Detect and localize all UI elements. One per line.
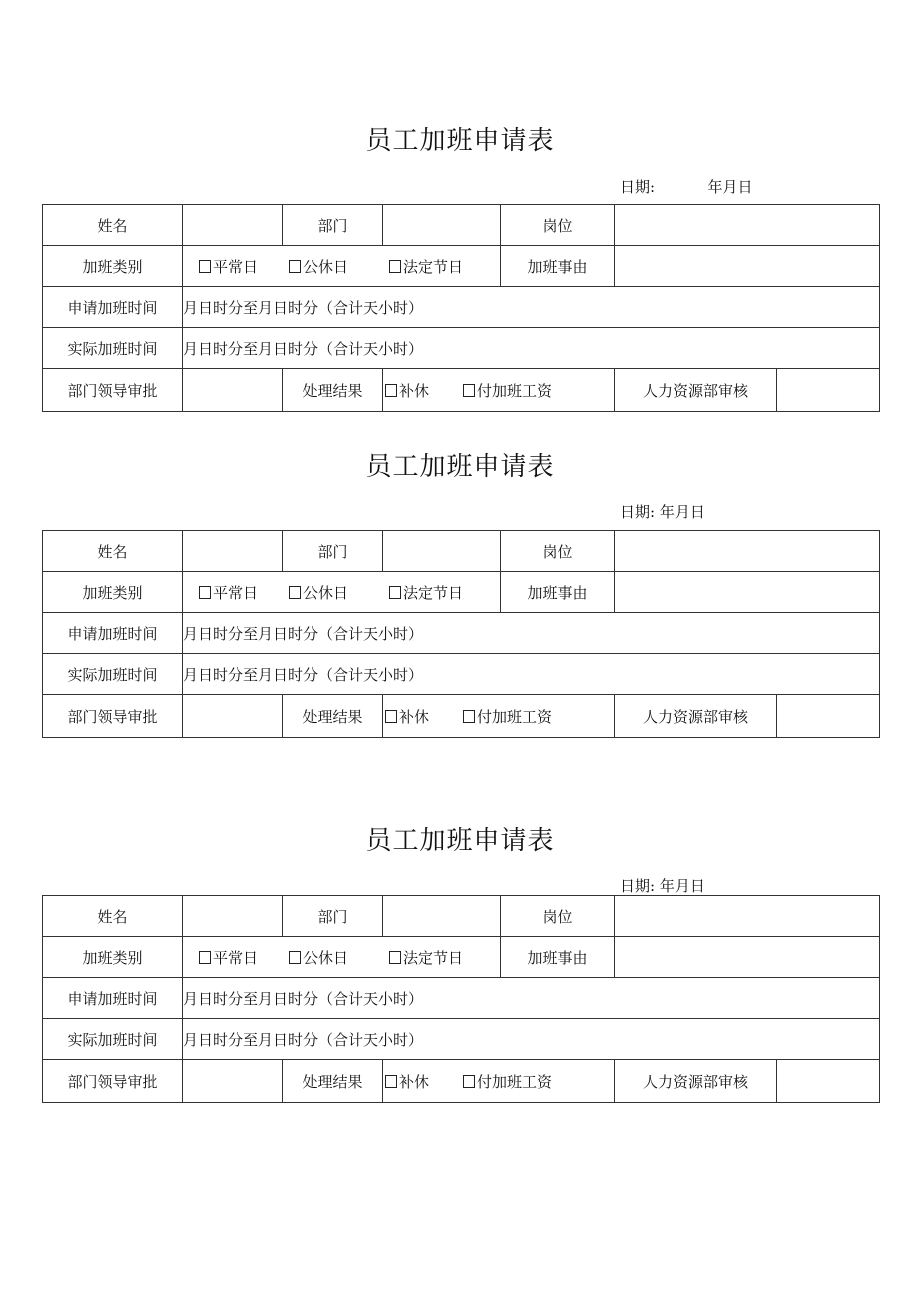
requested-time-field[interactable]: 月日时分至月日时分（合计天小时） [183,613,880,654]
dept-approval-label: 部门领导审批 [43,369,183,412]
checkbox-icon[interactable] [463,710,475,723]
restday-option-label: 公休日 [303,583,349,602]
weekday-option[interactable] [199,947,289,968]
pay-option-label: 付加班工资 [477,381,553,400]
actual-time-field[interactable]: 月日时分至月日时分（合计天小时） [183,1019,880,1060]
table-row [43,531,880,572]
holiday-option-label: 法定节日 [403,583,464,602]
restday-option[interactable] [289,256,389,277]
dept-approval-label: 部门领导审批 [43,695,183,738]
table-row [43,896,880,937]
position-label: 岗位 [501,531,615,572]
requested-time-label: 申请加班时间 [43,287,183,328]
overtime-table [42,530,880,738]
position-field[interactable] [615,896,880,937]
overtime-reason-label: 加班事由 [501,937,615,978]
overtime-reason-field[interactable] [615,937,880,978]
position-label: 岗位 [501,896,615,937]
checkbox-icon[interactable] [389,586,401,599]
checkbox-icon[interactable] [385,1075,397,1088]
position-field[interactable] [615,531,880,572]
holiday-option-label: 法定节日 [403,257,464,276]
result-options [383,1060,615,1103]
actual-time-field[interactable]: 月日时分至月日时分（合计天小时） [183,654,880,695]
checkbox-icon[interactable] [199,586,211,599]
actual-time-label: 实际加班时间 [43,654,183,695]
table-row [43,1019,880,1060]
checkbox-icon[interactable] [289,586,301,599]
name-field[interactable] [183,205,283,246]
overtime-type-options [183,937,501,978]
name-field[interactable] [183,896,283,937]
pay-option[interactable] [463,706,552,727]
restday-option[interactable] [289,582,389,603]
result-options [383,369,615,412]
weekday-option[interactable] [199,582,289,603]
date-line [620,501,705,522]
overtime-reason-field[interactable] [615,246,880,287]
checkbox-icon[interactable] [463,1075,475,1088]
checkbox-icon[interactable] [463,384,475,397]
dept-approval-field[interactable] [183,369,283,412]
checkbox-icon[interactable] [199,260,211,273]
pay-option[interactable] [463,380,552,401]
table-row [43,654,880,695]
result-label: 处理结果 [283,695,383,738]
requested-time-field[interactable]: 月日时分至月日时分（合计天小时） [183,978,880,1019]
comp-leave-option-label: 补休 [399,381,430,400]
result-label: 处理结果 [283,1060,383,1103]
weekday-option-label: 平常日 [213,948,259,967]
holiday-option[interactable] [389,256,463,277]
actual-time-label: 实际加班时间 [43,328,183,369]
date-value: 年月日 [659,503,705,521]
overtime-type-options [183,246,501,287]
checkbox-icon[interactable] [289,951,301,964]
date-value: 年月日 [707,178,753,196]
table-row [43,572,880,613]
overtime-type-options [183,572,501,613]
table-row [43,613,880,654]
comp-leave-option[interactable] [385,706,463,727]
hr-review-field[interactable] [777,369,880,412]
checkbox-icon[interactable] [385,384,397,397]
checkbox-icon[interactable] [389,260,401,273]
checkbox-icon[interactable] [389,951,401,964]
checkbox-icon[interactable] [199,951,211,964]
actual-time-label: 实际加班时间 [43,1019,183,1060]
name-label: 姓名 [43,896,183,937]
restday-option-label: 公休日 [303,257,349,276]
overtime-reason-label: 加班事由 [501,572,615,613]
dept-approval-field[interactable] [183,1060,283,1103]
hr-review-field[interactable] [777,695,880,738]
form-title: 员工加班申请表 [365,452,555,482]
weekday-option[interactable] [199,256,289,277]
date-label: 日期: [620,503,656,521]
dept-approval-field[interactable] [183,695,283,738]
overtime-type-label: 加班类别 [43,937,183,978]
table-row [43,287,880,328]
name-field[interactable] [183,531,283,572]
overtime-type-label: 加班类别 [43,246,183,287]
comp-leave-option[interactable] [385,380,463,401]
overtime-table [42,895,880,1103]
date-gap [655,178,707,196]
result-label: 处理结果 [283,369,383,412]
date-value: 年月日 [659,877,705,895]
overtime-reason-field[interactable] [615,572,880,613]
department-field[interactable] [383,205,501,246]
result-options [383,695,615,738]
position-field[interactable] [615,205,880,246]
weekday-option-label: 平常日 [213,583,259,602]
date-label: 日期: [620,178,656,196]
requested-time-label: 申请加班时间 [43,613,183,654]
comp-leave-option-label: 补休 [399,1072,430,1091]
table-row [43,246,880,287]
table-row [43,205,880,246]
department-field[interactable] [383,531,501,572]
pay-option-label: 付加班工资 [477,707,553,726]
overtime-type-label: 加班类别 [43,572,183,613]
hr-review-label: 人力资源部审核 [615,369,777,412]
comp-leave-option-label: 补休 [399,707,430,726]
form-title: 员工加班申请表 [365,126,555,156]
table-row [43,937,880,978]
actual-time-field[interactable]: 月日时分至月日时分（合计天小时） [183,328,880,369]
department-label: 部门 [283,205,383,246]
table-row [43,695,880,738]
checkbox-icon[interactable] [385,710,397,723]
requested-time-label: 申请加班时间 [43,978,183,1019]
comp-leave-option[interactable] [385,1071,463,1092]
dept-approval-label: 部门领导审批 [43,1060,183,1103]
table-row [43,328,880,369]
holiday-option[interactable] [389,582,463,603]
date-line [620,875,705,896]
department-field[interactable] [383,896,501,937]
position-label: 岗位 [501,205,615,246]
hr-review-field[interactable] [777,1060,880,1103]
table-row [43,369,880,412]
hr-review-label: 人力资源部审核 [615,695,777,738]
weekday-option-label: 平常日 [213,257,259,276]
restday-option[interactable] [289,947,389,968]
department-label: 部门 [283,896,383,937]
checkbox-icon[interactable] [289,260,301,273]
name-label: 姓名 [43,531,183,572]
overtime-reason-label: 加班事由 [501,246,615,287]
pay-option[interactable] [463,1071,552,1092]
department-label: 部门 [283,531,383,572]
overtime-table [42,204,880,412]
date-label: 日期: [620,877,656,895]
name-label: 姓名 [43,205,183,246]
requested-time-field[interactable]: 月日时分至月日时分（合计天小时） [183,287,880,328]
holiday-option[interactable] [389,947,463,968]
form-title: 员工加班申请表 [365,826,555,856]
holiday-option-label: 法定节日 [403,948,464,967]
table-row [43,978,880,1019]
restday-option-label: 公休日 [303,948,349,967]
table-row [43,1060,880,1103]
hr-review-label: 人力资源部审核 [615,1060,777,1103]
date-line [620,176,753,197]
pay-option-label: 付加班工资 [477,1072,553,1091]
